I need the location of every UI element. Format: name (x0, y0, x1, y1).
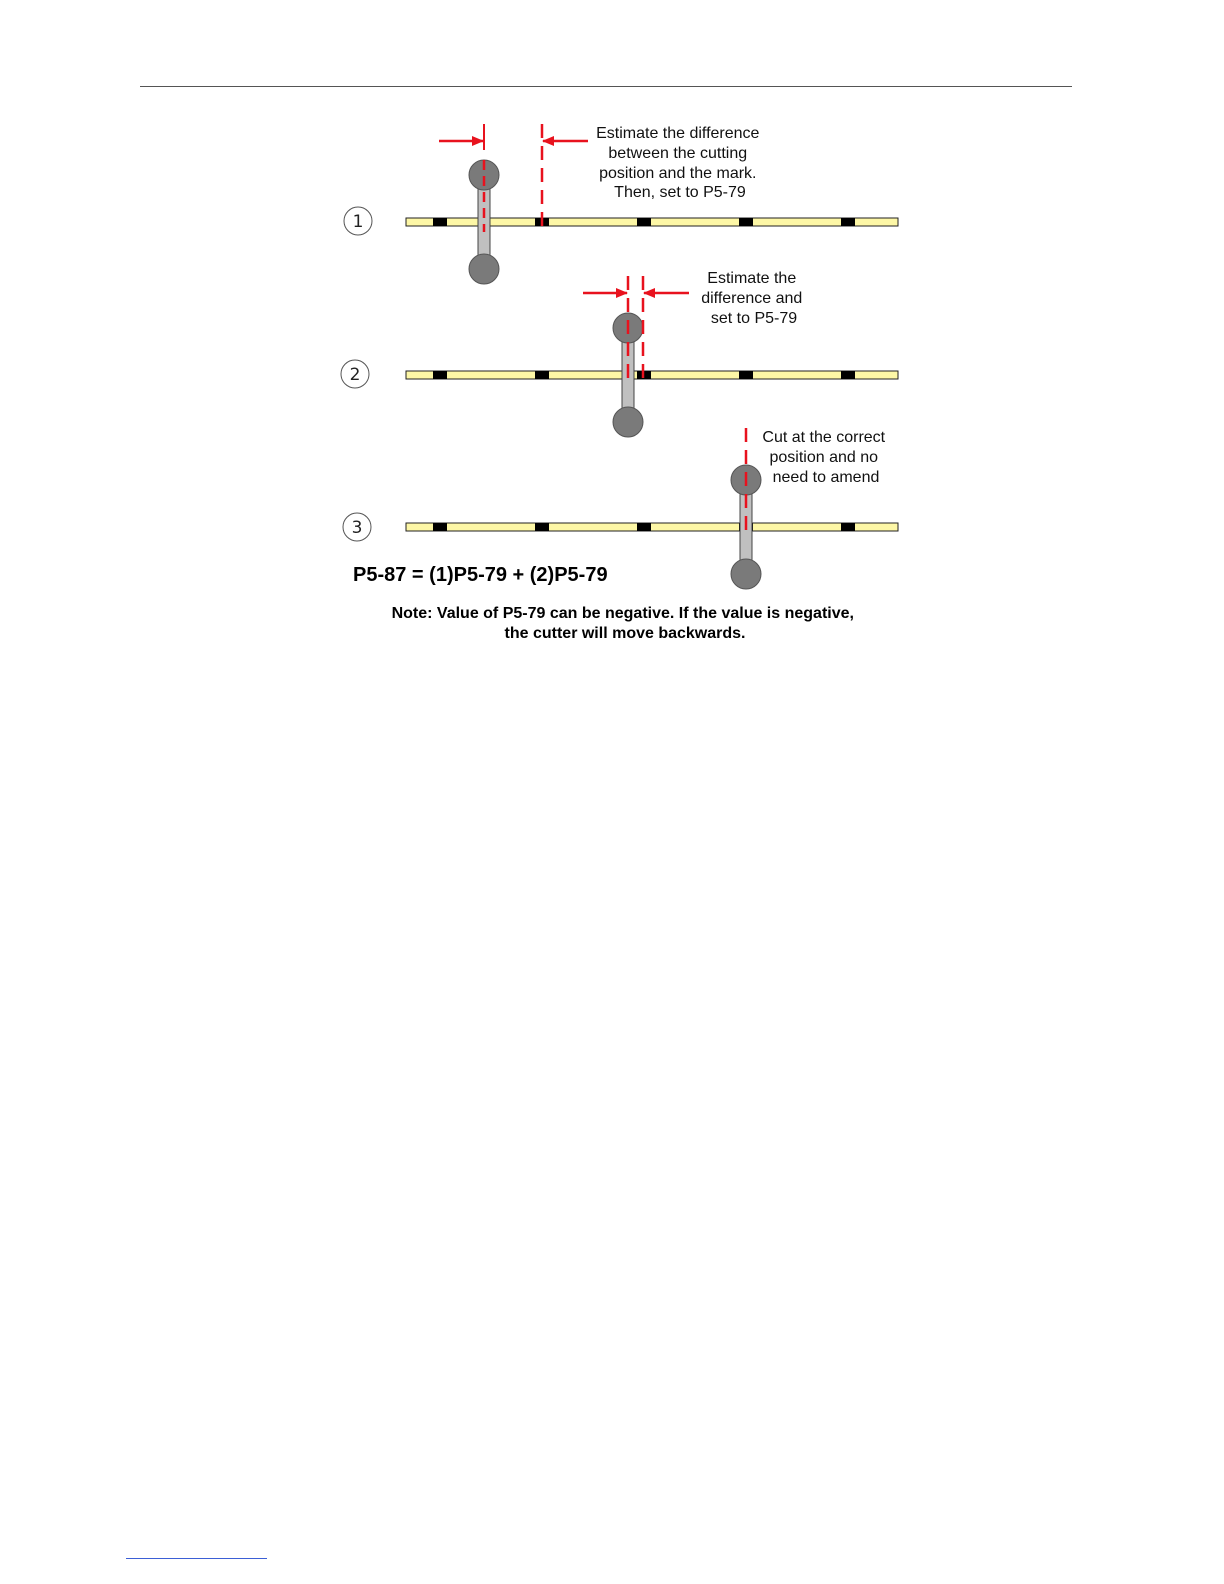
note: Note: Value of P5-79 can be negative. If the value is negative, the cutter will move backwards. (391, 605, 854, 642)
registration-mark (535, 371, 549, 379)
registration-mark (637, 523, 651, 531)
step-2 (341, 270, 898, 437)
step-3-number: 3 (351, 518, 363, 538)
registration-mark (739, 218, 753, 226)
registration-mark (433, 371, 447, 379)
footer-link-underline (126, 1558, 267, 1559)
material-strip-3 (406, 523, 898, 531)
registration-mark (841, 218, 855, 226)
registration-mark (637, 218, 651, 226)
step-3-annotation: Cut at the correct position and no need to amend (762, 429, 886, 486)
registration-mark (841, 523, 855, 531)
registration-mark (433, 218, 447, 226)
step-2-number: 2 (349, 365, 361, 385)
step-1-annotation: Estimate the difference between the cutting position and the mark. Then, set to P5-79 (596, 125, 760, 201)
step-2-annotation: Estimate the difference and set to P5-79 (701, 270, 803, 327)
registration-mark (841, 371, 855, 379)
formula: P5-87 = (1)P5-79 + (2)P5-79 (353, 564, 608, 586)
step-1 (344, 124, 898, 284)
material-strip-2 (406, 371, 898, 379)
registration-mark (739, 371, 753, 379)
registration-mark (433, 523, 447, 531)
step-1-number: 1 (352, 212, 364, 232)
registration-mark (535, 523, 549, 531)
